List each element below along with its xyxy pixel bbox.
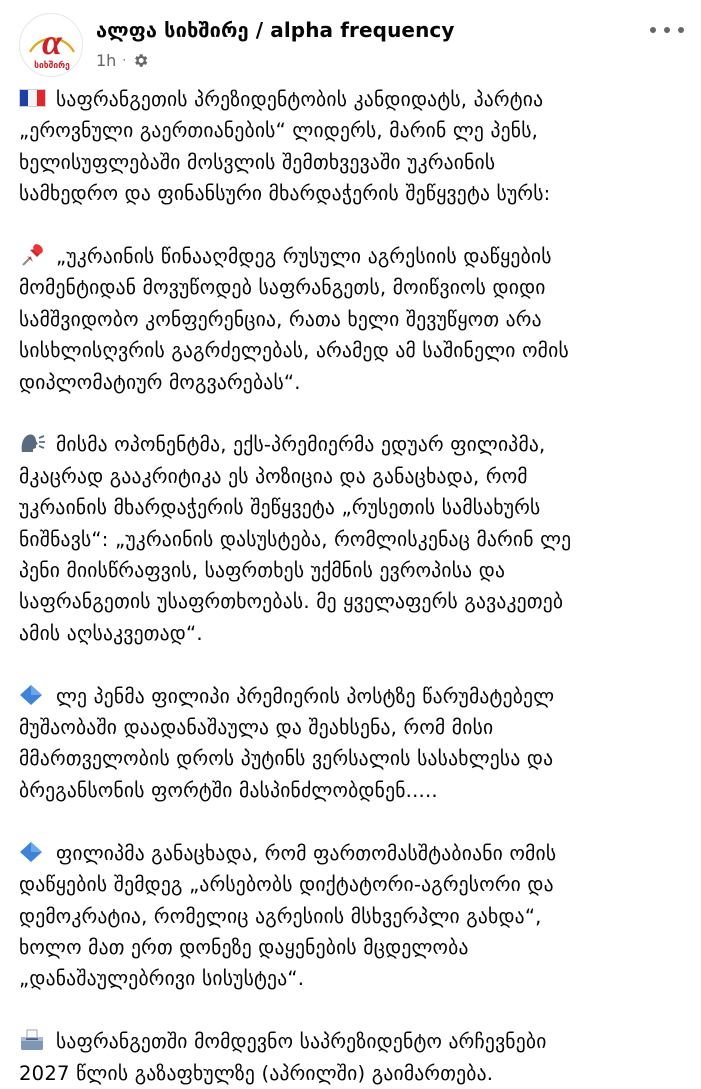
more-options-button[interactable] [650, 18, 684, 42]
paragraph-text: „უკრაინის წინააღმდეგ რუსული აგრესიის დაწყების მომენტიდან მოვუწოდებ საფრანგეთს, მოიწვიოს დიდი სამშვიდობო კონფერენცია, რათა ხელი შევუწყოთ არა სისხლისღვრის გაგრძელებას, არამედ ამ საშინელი ომის დიპლომატიურ მოგვარებას“. [19, 245, 569, 394]
pushpin-icon [19, 244, 46, 266]
post-header [0, 0, 701, 80]
post-body [19, 84, 689, 1089]
page-name-link[interactable]: ალფა სიხშირე / alpha frequency [96, 18, 455, 42]
logo-symbol: α [42, 22, 62, 62]
alpha-logo-icon [20, 14, 83, 77]
blue-diamond-icon [19, 841, 46, 863]
more-dot [650, 27, 656, 33]
gear-icon[interactable] [132, 52, 149, 69]
paragraph-text: საფრანგეთის პრეზიდენტობის კანდიდატს, პარტია „ეროვნული გაერთიანების“ ლიდერს, მარინ ლე პენს, ხელისუფლებაში მოსვლის შემთხვევაში უკრაინის სამხედრო და ფინანსური მხარდაჭერის შეწყვეტა სურს: [19, 88, 551, 206]
post-timestamp[interactable]: 1h [96, 50, 117, 70]
post-paragraph [19, 429, 689, 649]
paragraph-text: ლე პენმა ფილიპი პრემიერის პოსტზე წარუმატებელ მუშაობაში დაადანაშაულა და შეახსენა, რომ მისი მმართველობის დროს პუტინს ვერსალის სასახლესა და ბრეგანსონის ფორტში მასპინძლობდნენ..... [19, 684, 555, 802]
paragraph-text: მისმა ოპონენტმა, ექს-პრემიერმა ედუარ ფილიპმა, მკაცრად გააკრიტიკა ეს პოზიცია და განაცხადა, რომ უკრაინის მხარდაჭერის შეწყვეტა „რუსეთის სამსახურს ნიშნავს“: „უკრაინის დასუსტება, რომლისკენაც მარინ ლე პენი მიისწრაფვის, საფრთხეს უქმნის ევროპისა და საფრანგეთის უსაფრთხოებას. მე ყველაფერს გავაკეთებ ამის აღსაკვეთად“. [19, 433, 572, 645]
blue-diamond-icon [19, 684, 46, 706]
france-flag-icon [19, 87, 46, 109]
post-meta [96, 49, 149, 71]
more-dot [678, 27, 684, 33]
post-paragraph [19, 241, 689, 398]
speaking-head-icon [19, 432, 46, 454]
logo-text: სიხშირე [34, 61, 70, 71]
post-paragraph [19, 84, 689, 210]
ballot-box-icon [19, 1029, 46, 1051]
paragraph-text: ფილიპმა განაცხადა, რომ ფართომასშტაბიანი ომის დაწყების შემდეგ „არსებობს დიქტატორი-აგრესორი და დემოკრატია, რომელიც აგრესიის მსხვერპლი გახდა“, ხოლო მათ ერთ დონეზე დაყენების მცდელობა „დანაშაულებრივი სისუსტეა“. [19, 841, 557, 991]
meta-separator: · [122, 53, 127, 67]
post-paragraph [19, 1026, 689, 1089]
more-dot [664, 27, 670, 33]
post-paragraph [19, 838, 689, 995]
paragraph-text: საფრანგეთში მომდევნო საპრეზიდენტო არჩევნები 2027 წლის გაზაფხულზე (აპრილში) გაიმართება. [19, 1030, 547, 1085]
avatar[interactable] [19, 13, 83, 77]
post-paragraph [19, 681, 689, 807]
